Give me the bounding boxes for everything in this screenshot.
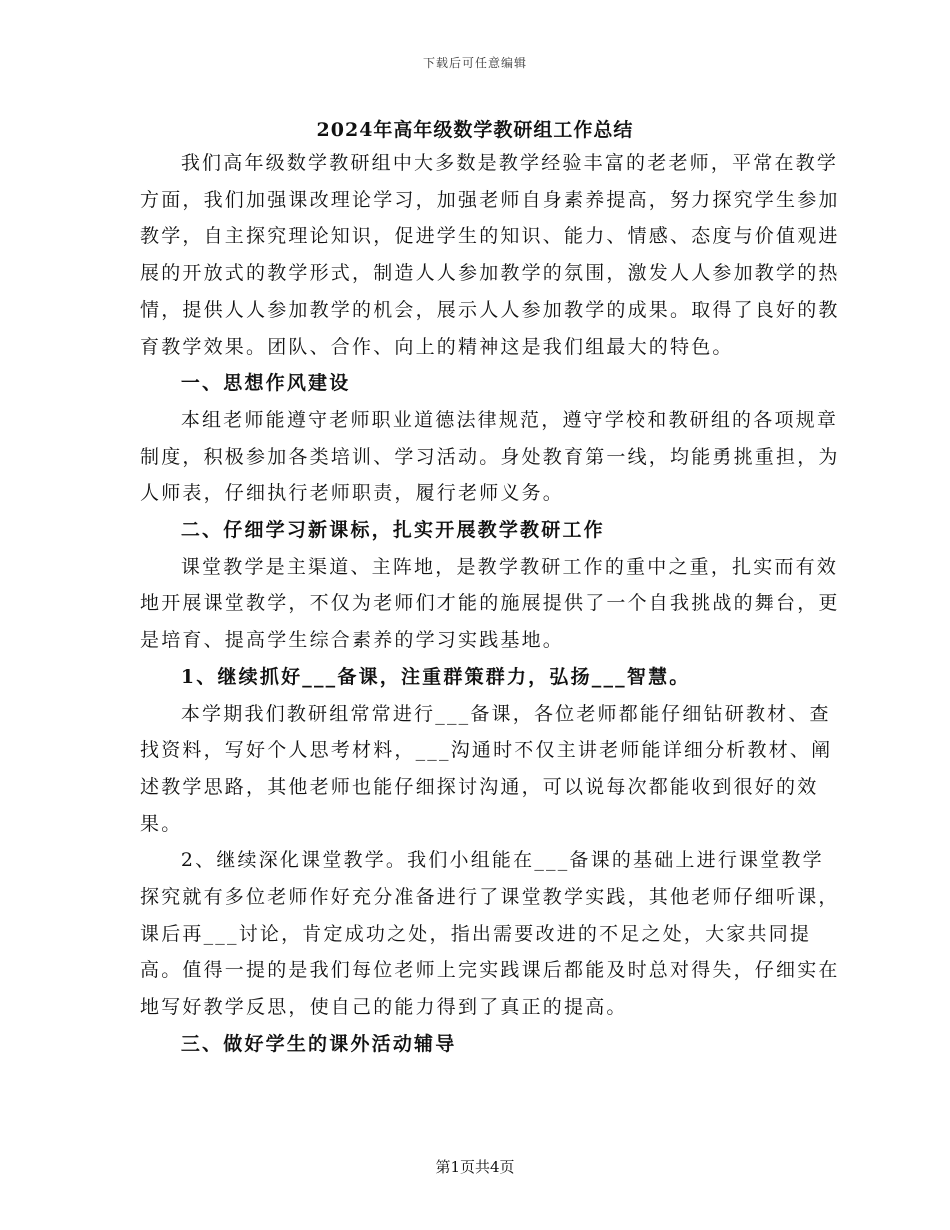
document-body	[140, 145, 840, 1063]
document-title: 2024年高年级数学教研组工作总结	[316, 119, 634, 141]
section-1-paragraph: 本组老师能遵守老师职业道德法律规范，遵守学校和教研组的各项规章制度，积极参加各类培训、学习活动。身处教育第一线，均能勇挑重担，为人师表，仔细执行老师职责，履行老师义务。	[140, 408, 840, 505]
section-heading-3: 三、做好学生的课外活动辅导	[180, 1032, 457, 1055]
subsection-1-paragraph: 本学期我们教研组常常进行___备课，各位老师都能仔细钻研教材、查找资料，写好个人思考材料，___沟通时不仅主讲老师能详细分析教材、阐述教学思路，其他老师也能仔细探讨沟通，可以说每次都能收到很好的效果。	[140, 702, 833, 835]
section-heading-2: 二、仔细学习新课标，扎实开展教学教研工作	[180, 519, 605, 542]
page-number-footer: 第1页共4页	[435, 1158, 515, 1176]
subsection-2-paragraph: 2、继续深化课堂教学。我们小组能在___备课的基础上进行课堂教学探究就有多位老师作好充分准备进行了课堂教学实践，其他老师仔细听课，课后再___讨论，肯定成功之处，指出需要改进的不足之处，大家共同提高。值得一提的是我们每位老师上完实践课后都能及时总对得失，仔细实在地写好教学反思，使自己的能力得到了真正的提高。	[140, 849, 840, 1019]
section-2-paragraph: 课堂教学是主渠道、主阵地，是教学教研工作的重中之重，扎实而有效地开展课堂教学，不仅为老师们才能的施展提供了一个自我挑战的舞台，更是培育、提高学生综合素养的学习实践基地。	[140, 555, 840, 652]
header-note: 下载后可任意编辑	[422, 56, 527, 70]
intro-paragraph: 我们高年级数学教研组中大多数是教学经验丰富的老老师，平常在教学方面，我们加强课改理论学习，加强老师自身素养提高，努力探究学生参加教学，自主探究理论知识，促进学生的知识、能力、情感、态度与价值观进展的开放式的教学形式，制造人人参加教学的氛围，激发人人参加教学的热情，提供人人参加教学的机会，展示人人参加教学的成果。取得了良好的教育教学效果。团队、合作、向上的精神这是我们组最大的特色。	[140, 152, 840, 358]
section-heading-1: 一、思想作风建设	[180, 372, 351, 395]
subsection-heading-1: 1、继续抓好___备课，注重群策群力，弘扬___智慧。	[180, 665, 691, 688]
